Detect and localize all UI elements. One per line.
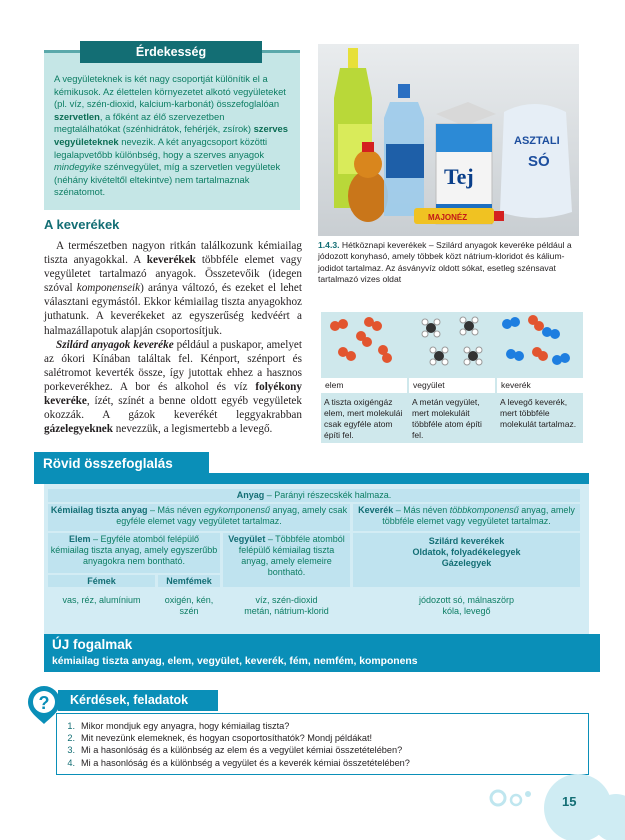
- summary-kev-italic: többkomponensű: [449, 505, 519, 515]
- mol-text-vegyulet: A metán vegyület, mert molekuláit többféle atom építi fel.: [412, 397, 482, 440]
- question-number: 4.: [67, 757, 75, 768]
- svg-text:?: ?: [38, 693, 50, 713]
- question-number: 2.: [67, 733, 75, 744]
- erdekesseg-text-part: A vegyületeknek is két nagy csoportját különítik el a kémikusok. Az élettelen környezetet alkotó vegyületeket (pl. víz, szén-dioxid, kalcium-karbonát) összefoglalóan: [54, 73, 286, 110]
- summary-kev-term: Keverék: [358, 505, 394, 515]
- summary-kev-type-szilard: Szilárd keverékek: [428, 536, 505, 546]
- summary-femek: [48, 575, 155, 587]
- text-part: A természetben nagyon ritkán találkozunk kémiailag tiszta anyagokkal. A: [44, 240, 302, 267]
- caption-text: Hétköznapi keverékek – Szilárd anyagok keveréke például a jódozott konyhasó, amely többek közt nátrium-kloridot és kálium-jodidot tartalmaz. Az ásványvíz oldott sókat, esetleg szénsavat tartalmazó vizes oldat: [318, 240, 572, 285]
- summary-elem-term: Elem: [68, 534, 91, 544]
- erdekesseg-text: [54, 73, 292, 199]
- section-heading-keverekek: A keverékek: [44, 217, 120, 232]
- molecule-illustration: [321, 312, 583, 443]
- elem-molecules-image: [321, 312, 407, 377]
- erdekesseg-text-part: , a főként az élő szervezetben megtalálhatókat (szénhidrátok, fehérjék, zsírok): [54, 110, 254, 135]
- question-number: 1.: [67, 721, 75, 731]
- term-komponenseik: komponenseik: [76, 282, 141, 295]
- summary-keverek-types: [353, 533, 580, 587]
- tej-label: Tej: [444, 164, 474, 189]
- text-part: például a puskapor, amelyet az ókori Kínában találtak fel. Kénport, szénport és salétromot keverték össze, így jutottak ehhez a hasznos porkeverékhez. A bor és alkohol és víz: [44, 338, 302, 393]
- new-terms-heading: ÚJ fogalmak: [52, 637, 133, 652]
- new-terms-box: [44, 634, 600, 672]
- everyday-mixtures-photo: [318, 44, 579, 236]
- term-keverekek: keverékek: [146, 254, 196, 267]
- mol-text-keverek: A levegő keverék, mert többféle molekulát tartalmaz.: [500, 397, 577, 429]
- question-text: Mi a hasonlóság és a különbség a vegyület és a keverék kémiai összetételében?: [81, 757, 410, 768]
- summary-vegy-ex-1: víz, szén-dioxid: [255, 595, 318, 605]
- keverekek-body: [44, 239, 302, 436]
- new-terms-list: kémiailag tiszta anyag, elem, vegyület, keverék, fém, nemfém, komponens: [52, 656, 418, 667]
- mol-text-elem: A tiszta oxigéngáz elem, mert molekulái csak egyféle atom építi fel.: [324, 397, 403, 440]
- summary-vegy-ex-2: metán, nátrium-klorid: [244, 606, 329, 616]
- question-text: Mit nevezünk elemeknek, és hogyan csoportosíthatók? Mondj példákat!: [81, 733, 373, 744]
- summary-anyag-def: – Parányi részecskék halmaza.: [264, 490, 392, 500]
- summary-keverek: [353, 504, 580, 531]
- summary-kev-def: anyag, amely többféle elemet vagy vegyületet tartalmaz.: [382, 505, 575, 526]
- caption-number: 1.4.3.: [318, 240, 340, 250]
- summary-nemfemek: [158, 575, 220, 587]
- so-label: SÓ: [528, 153, 550, 170]
- summary-vegy-def: – Többféle atomból felépülő kémiailag tiszta anyag, amely elemeire bontható.: [238, 534, 345, 577]
- text-part: , ízét, színét a benne oldott egyéb vegyületek okozzák. A gázok keverékét leggyakrabban: [44, 395, 302, 422]
- term-szilard-keverek: Szilárd anyagok keveréke: [56, 338, 174, 351]
- summary-kt-def: – Más néven: [147, 505, 204, 515]
- summary-nemfemek-examples: [158, 594, 220, 618]
- mol-label-vegyulet: vegyület: [409, 378, 495, 393]
- question-item: [61, 744, 588, 756]
- air-molecules-icon: [497, 312, 583, 377]
- keverek-molecules-image: [497, 312, 583, 377]
- term-folyekony-keverek: folyékony keveréke: [44, 380, 302, 408]
- summary-kev-ex-2: kóla, levegő: [442, 606, 491, 616]
- methane-molecules-icon: [409, 312, 495, 377]
- question-number: 3.: [67, 745, 75, 756]
- summary-kev-type-gazelegyek: Gázelegyek: [441, 558, 492, 568]
- keverekek-paragraph-2: [44, 338, 302, 437]
- summary-table: [44, 484, 589, 634]
- summary-anyag: [48, 489, 580, 502]
- summary-femek-term: Fémek: [87, 576, 116, 586]
- summary-kemiailag-tiszta: [48, 504, 350, 531]
- summary-nemfemek-term: Nemfémek: [166, 576, 212, 586]
- term-gazelegy: gázelegyeknek: [44, 423, 113, 436]
- text-part: nevezzük, a legismertebb a levegő.: [112, 423, 273, 436]
- vegyulet-molecules-image: [409, 312, 495, 377]
- question-item: [61, 720, 588, 732]
- question-item: [61, 757, 588, 769]
- erdekesseg-text-part: nevezik. A két anyagcsoport közötti legalapvetőbb különbség, hogy a szerves anyagok: [54, 135, 268, 160]
- keverekek-paragraph-1: [44, 239, 302, 338]
- erdekesseg-term-szerves: szerves vegyületeknek: [54, 123, 288, 147]
- summary-nemfemek-ex-1: oxigén, kén,: [164, 595, 214, 605]
- erdekesseg-emphasis: mindegyike: [54, 161, 102, 173]
- text-part: ) aránya változó, és ezeket el lehet választani egymástól. Ekkor kémiailag tiszta anyagokhoz juthatunk. A keverékeket az egyszerűség kedvéért a halmazállapotuk alapján csoportosítjuk.: [44, 282, 302, 337]
- asztali-label: ASZTALI: [514, 135, 560, 147]
- summary-vegyulet-examples: [223, 594, 350, 618]
- summary-anyag-term: Anyag: [236, 490, 265, 500]
- summary-elem: [48, 533, 220, 573]
- text-part: többféle elemet vagy vegyületet tartalmazó anyagok. Összetevőik (idegen szóval: [44, 254, 302, 295]
- summary-title: Rövid összefoglalás: [34, 452, 209, 475]
- summary-nemfemek-ex-2: szén: [179, 606, 199, 616]
- summary-kev-def: – Más néven: [393, 505, 450, 515]
- summary-kev-ex-1: jódozott só, málnaszörp: [418, 595, 515, 605]
- summary-vegy-term: Vegyület: [228, 534, 266, 544]
- question-item: [61, 732, 588, 744]
- photo-caption: [318, 240, 584, 286]
- summary-femek-examples: vas, réz, alumínium: [62, 595, 141, 605]
- question-text: Mi a hasonlóság és a különbség az elem és a vegyület kémiai összetételében?: [81, 745, 403, 756]
- mol-label-elem: elem: [321, 378, 407, 393]
- summary-kt-italic: egykomponensű: [203, 505, 271, 515]
- mol-label-keverek: keverék: [497, 378, 583, 393]
- summary-kt-def: anyag, amely csak egyféle elemet vagy vegyületet tartalmaz.: [116, 505, 348, 526]
- questions-list: [56, 713, 589, 775]
- erdekesseg-term-szervetlen: szervetlen: [54, 110, 100, 122]
- summary-elem-def: – Egyféle atomból felépülő kémiailag tiszta anyag, amely egyszerűbb anyagokra nem bontható.: [50, 534, 218, 566]
- question-text: Mikor mondjuk egy anyagra, hogy kémiailag tiszta?: [81, 721, 290, 731]
- page-number: 15: [562, 794, 577, 809]
- summary-kev-type-oldatok: Oldatok, folyadékelegyek: [412, 547, 521, 557]
- page-number-decoration: [480, 770, 625, 840]
- summary-keverek-examples: [353, 594, 580, 618]
- summary-vegyulet: [223, 533, 350, 587]
- majonez-label: MAJONÉZ: [428, 213, 468, 222]
- questions-title: Kérdések, feladatok: [58, 690, 218, 711]
- oxygen-molecules-icon: [321, 312, 407, 377]
- erdekesseg-title: Érdekesség: [80, 41, 262, 63]
- erdekesseg-text-part: szénvegyület, míg a szervetlen vegyületek (néhány kivételtől eltekintve) nem tartalmaznak szénatomot.: [54, 161, 281, 198]
- mixtures-photo-illustration: [318, 44, 579, 236]
- summary-kt-term: Kémiailag tiszta anyag: [50, 505, 148, 515]
